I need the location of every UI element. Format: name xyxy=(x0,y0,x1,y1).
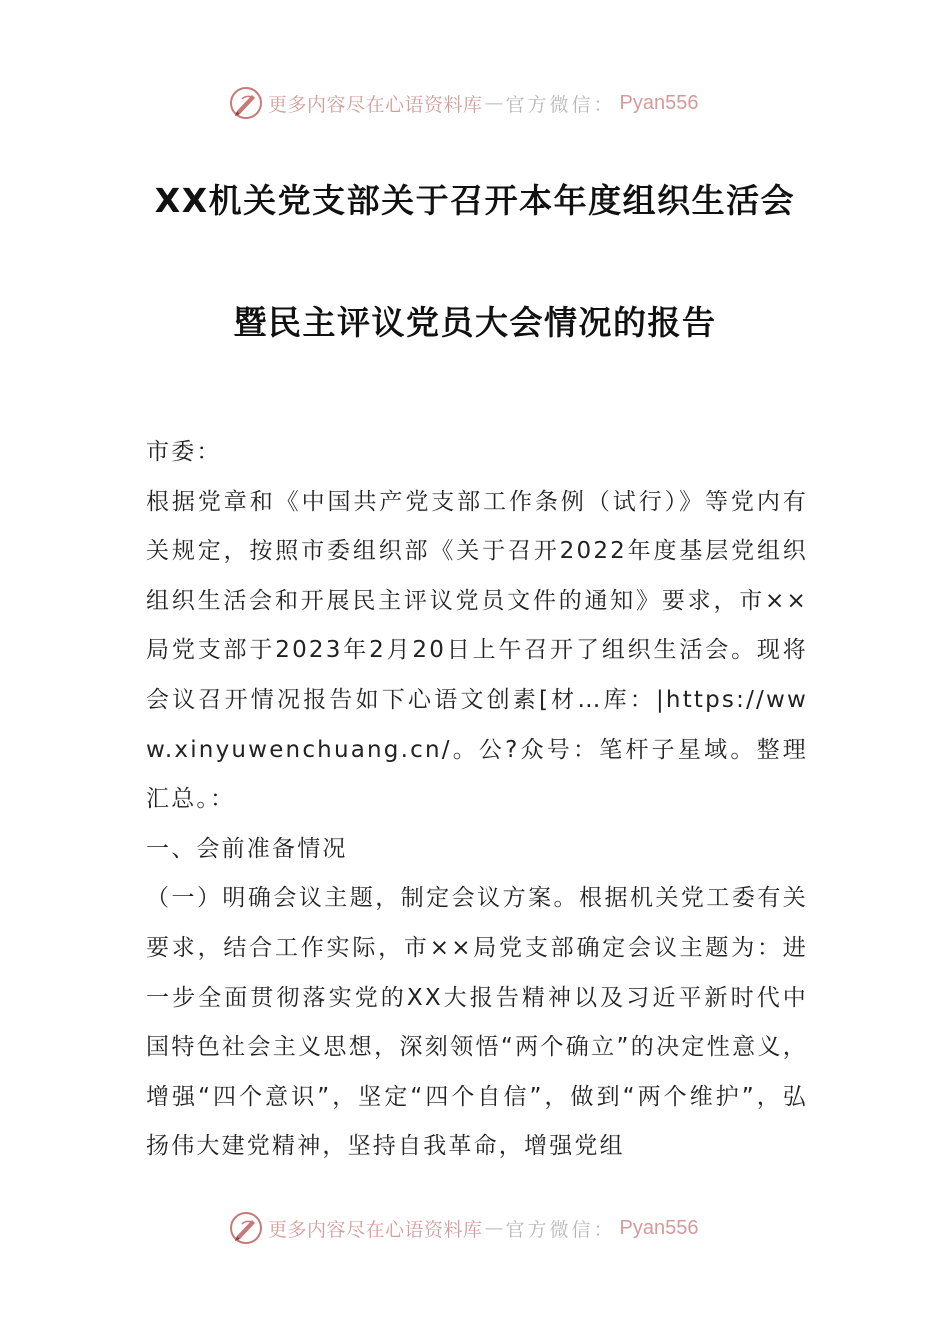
watermark-suffix: 官方微信： xyxy=(505,1218,616,1241)
pen-logo-icon xyxy=(228,85,264,121)
watermark-id: Pyan556 xyxy=(619,1216,699,1239)
watermark-banner-top xyxy=(228,83,699,123)
document-title-line1: XX机关党支部关于召开本年度组织生活会 xyxy=(154,181,796,220)
document-title-line2: 暨民主评议党员大会情况的报告 xyxy=(233,303,717,342)
watermark-id: Pyan556 xyxy=(619,91,699,114)
salutation: 市委： xyxy=(146,439,222,465)
watermark-banner-bottom xyxy=(228,1208,699,1248)
pen-logo-icon xyxy=(228,1210,264,1246)
watermark-separator: — xyxy=(484,1217,504,1239)
body-paragraph: 根据党章和《中国共产党支部工作条例（试行）》等党内有关规定，按照市委组织部《关于召开2022年度基层党组织组织生活会和开展民主评议党员文件的通知》要求，市××局党支部于2023年2月20日上午召开了组织生活会。现将会议召开情况报告如下心语文创素[材…库：|https://www.xinyuwenchuang.cn/。公?众号：笔杆子星域。整理汇总。： xyxy=(146,488,808,813)
document-body xyxy=(146,428,808,1172)
section-heading: 一、会前准备情况 xyxy=(146,835,348,862)
watermark-separator: — xyxy=(484,92,504,114)
watermark-text: 更多内容尽在心语资料库 xyxy=(268,93,483,116)
body-paragraph: （一）明确会议主题，制定会议方案。根据机关党工委有关要求，结合工作实际，市××局党支部确定会议主题为：进一步全面贯彻落实党的XX大报告精神以及习近平新时代中国特色社会主义思想，深刻领悟“两个确立”的决定性意义，增强“四个意识”，坚定“四个自信”，做到“两个维护”，弘扬伟大建党精神，坚持自我革命，增强党组 xyxy=(146,885,808,1160)
watermark-text: 更多内容尽在心语资料库 xyxy=(268,1218,483,1241)
watermark-suffix: 官方微信： xyxy=(505,93,616,116)
